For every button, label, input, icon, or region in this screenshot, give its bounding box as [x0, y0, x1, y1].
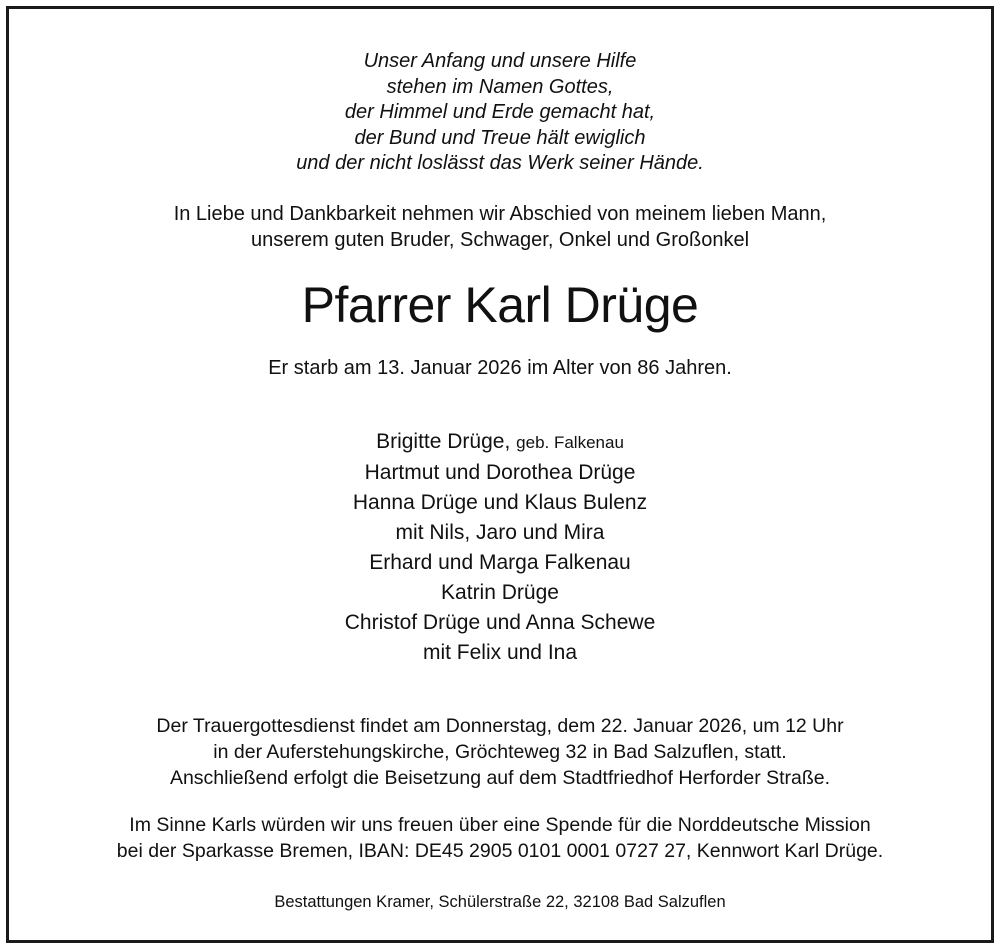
intro-line: unserem guten Bruder, Schwager, Onkel und Großonkel	[250, 229, 750, 251]
family-line: Christof Drüge und Anna Schewe	[344, 611, 656, 634]
service-line: Der Trauergottesdienst findet am Donnerstag, dem 22. Januar 2026, um 12 Uhr	[156, 715, 844, 737]
deceased-name: Pfarrer Karl Drüge	[301, 277, 699, 333]
maiden-name-note: geb. Falkenau	[516, 433, 624, 452]
family-line: mit Nils, Jaro und Mira	[395, 521, 605, 544]
family-line: Katrin Drüge	[441, 581, 559, 604]
family-list	[9, 427, 991, 668]
bible-verse	[9, 49, 991, 177]
family-line: mit Felix und Ina	[422, 641, 578, 664]
service-info	[9, 713, 991, 791]
service-line: in der Auferstehungskirche, Gröchteweg 32 in Bad Salzuflen, statt.	[213, 741, 787, 763]
intro-line: In Liebe und Dankbarkeit nehmen wir Abschied von meinem lieben Mann,	[173, 203, 827, 225]
service-line: Anschließend erfolgt die Beisetzung auf dem Stadtfriedhof Herforder Straße.	[169, 767, 831, 789]
farewell-intro	[9, 201, 991, 253]
verse-line: der Himmel und Erde gemacht hat,	[344, 101, 656, 123]
donation-info	[9, 812, 991, 864]
death-notice: Er starb am 13. Januar 2026 im Alter von 86 Jahren.	[268, 357, 732, 379]
verse-line: und der nicht loslässt das Werk seiner Hände.	[296, 152, 704, 174]
obituary-frame	[6, 6, 994, 943]
family-line: Hartmut und Dorothea Drüge	[364, 461, 636, 484]
family-line: Hanna Drüge und Klaus Bulenz	[352, 491, 648, 514]
family-first-name: Brigitte Drüge,	[376, 430, 511, 453]
family-line	[9, 427, 991, 458]
verse-line: stehen im Namen Gottes,	[386, 75, 614, 98]
funeral-home-footer: Bestattungen Kramer, Schülerstraße 22, 32108 Bad Salzuflen	[274, 893, 726, 911]
family-line: Erhard und Marga Falkenau	[369, 551, 631, 574]
verse-line: der Bund und Treue hält ewiglich	[354, 126, 646, 149]
verse-line: Unser Anfang und unsere Hilfe	[363, 50, 637, 72]
donation-line: bei der Sparkasse Bremen, IBAN: DE45 2905 0101 0001 0727 27, Kennwort Karl Drüge.	[116, 840, 884, 862]
donation-line: Im Sinne Karls würden wir uns freuen über eine Spende für die Norddeutsche Mission	[129, 814, 871, 836]
